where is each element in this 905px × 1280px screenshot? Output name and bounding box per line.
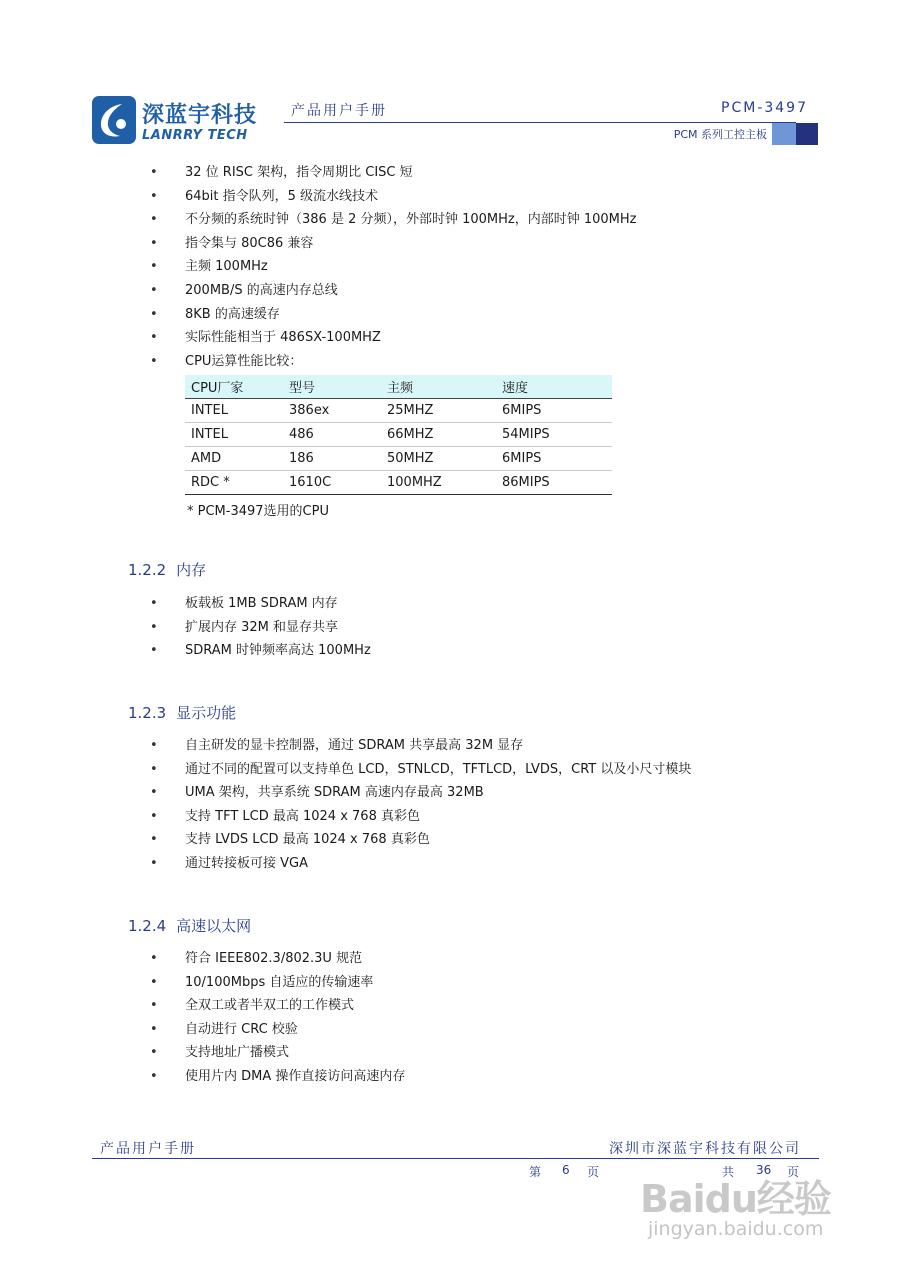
section-number: 1.2.2 xyxy=(128,561,167,579)
page-suffix: 页 xyxy=(587,1165,600,1179)
table-row xyxy=(185,471,612,495)
table-cell: 186 xyxy=(283,447,381,471)
bullet-icon: • xyxy=(150,974,158,990)
section-number: 1.2.3 xyxy=(128,704,167,722)
table-cell: RDC * xyxy=(185,471,283,495)
bullet-icon: • xyxy=(150,212,158,228)
header-accent-dark xyxy=(796,123,818,145)
table-cell: 6MIPS xyxy=(496,447,612,471)
logo-text-cn: 深蓝宇科技 xyxy=(142,103,258,128)
table-cell: 66MHZ xyxy=(381,423,496,447)
header-subtitle: PCM 系列工控主板 xyxy=(673,128,767,141)
bullet-icon: • xyxy=(150,596,158,611)
logo-text-en: LANRRY TECH xyxy=(142,128,248,143)
table-cell: INTEL xyxy=(185,399,283,423)
section-title: 显示功能 xyxy=(176,704,237,722)
table-cell: 54MIPS xyxy=(496,423,612,447)
list-item: • 扩展内存 32M 和显存共享 xyxy=(150,619,339,635)
table-cell: 100MHZ xyxy=(381,471,496,495)
watermark-logo: Baidu经验 xyxy=(640,1177,831,1221)
list-item: • 200MB/S 的高速内存总线 xyxy=(150,282,338,298)
list-item: • 使用片内 DMA 操作直接访问高速内存 xyxy=(150,1068,406,1084)
list-item: • 指令集与 80C86 兼容 xyxy=(150,235,314,251)
bullet-icon: • xyxy=(150,808,158,824)
footer-company: 深圳市深蓝宇科技有限公司 xyxy=(609,1141,801,1157)
page-prefix: 第 xyxy=(529,1165,542,1179)
list-item: • 64bit 指令队列，5 级流水线技术 xyxy=(150,188,379,204)
bullet-icon: • xyxy=(150,235,158,251)
list-item: • 8KB 的高速缓存 xyxy=(150,306,280,322)
page-number: 6 xyxy=(562,1163,570,1177)
bullet-icon: • xyxy=(150,306,158,322)
list-item: • 支持地址广播模式 xyxy=(150,1045,290,1061)
bullet-icon: • xyxy=(150,282,158,298)
list-item: • 支持 LVDS LCD 最高 1024 x 768 真彩色 xyxy=(150,832,430,848)
section-title: 内存 xyxy=(176,561,207,579)
list-item: • CPU运算性能比较： xyxy=(150,353,303,369)
section-number: 1.2.4 xyxy=(128,917,167,935)
header-accent-light xyxy=(772,123,796,145)
logo-icon xyxy=(92,96,136,144)
bullet-icon: • xyxy=(150,761,158,777)
list-item: • 实际性能相当于 486SX-100MHZ xyxy=(150,330,381,346)
bullet-icon: • xyxy=(150,330,158,346)
memory-feature-list xyxy=(150,595,790,666)
table-header-cell: 主频 xyxy=(381,375,496,399)
bullet-icon: • xyxy=(150,951,158,966)
list-item: • 符合 IEEE802.3/802.3U 规范 xyxy=(150,951,363,966)
table-cell: AMD xyxy=(185,447,283,471)
bullet-icon: • xyxy=(150,738,158,753)
bullet-icon: • xyxy=(150,643,158,659)
section-heading xyxy=(128,559,206,580)
table-header-row xyxy=(185,375,612,399)
bullet-icon: • xyxy=(150,785,158,801)
table-cell: 86MIPS xyxy=(496,471,612,495)
bullet-icon: • xyxy=(150,353,158,369)
total-pages: 36 xyxy=(756,1163,772,1177)
table-header-cell: 型号 xyxy=(283,375,381,399)
list-item: • 10/100Mbps 自适应的传输速率 xyxy=(150,974,374,990)
header-model: PCM-3497 xyxy=(721,100,808,116)
list-item: • 支持 TFT LCD 最高 1024 x 768 真彩色 xyxy=(150,808,420,824)
table-header-cell: 速度 xyxy=(496,375,612,399)
table-note: * PCM-3497选用的CPU xyxy=(187,504,329,519)
list-item: • 自动进行 CRC 校验 xyxy=(150,1021,298,1037)
list-item: • UMA 架构，共享系统 SDRAM 高速内存最高 32MB xyxy=(150,785,484,801)
table-cell: 1610C xyxy=(283,471,381,495)
table-cell: 6MIPS xyxy=(496,399,612,423)
table-row xyxy=(185,447,612,471)
list-item: • 不分频的系统时钟（386 是 2 分频），外部时钟 100MHz，内部时钟 100MHz xyxy=(150,212,637,228)
list-item: • 自主研发的显卡控制器，通过 SDRAM 共享最高 32M 显存 xyxy=(150,738,524,753)
bullet-icon: • xyxy=(150,1021,158,1037)
total-prefix: 共 xyxy=(722,1165,735,1179)
list-item: • 32 位 RISC 架构，指令周期比 CISC 短 xyxy=(150,165,413,180)
table-cell: 25MHZ xyxy=(381,399,496,423)
bullet-icon: • xyxy=(150,998,158,1014)
footer-title: 产品用户手册 xyxy=(100,1141,196,1157)
section-title: 高速以太网 xyxy=(176,917,252,935)
list-item: • 通过转接板可接 VGA xyxy=(150,855,308,871)
table-cell: INTEL xyxy=(185,423,283,447)
table-row xyxy=(185,423,612,447)
list-item: • SDRAM 时钟频率高达 100MHz xyxy=(150,643,371,659)
list-item: • 主频 100MHz xyxy=(150,259,268,275)
list-item: • 全双工或者半双工的工作模式 xyxy=(150,998,355,1014)
bullet-icon: • xyxy=(150,259,158,275)
header-divider xyxy=(284,122,796,123)
bullet-icon: • xyxy=(150,188,158,204)
total-suffix: 页 xyxy=(787,1165,800,1179)
section-heading xyxy=(128,702,236,723)
cpu-feature-list xyxy=(150,164,790,376)
table-header-cell: CPU厂家 xyxy=(185,375,283,399)
bullet-icon: • xyxy=(150,1068,158,1084)
bullet-icon: • xyxy=(150,1045,158,1061)
footer-divider xyxy=(92,1158,819,1159)
list-item: • 板载板 1MB SDRAM 内存 xyxy=(150,596,338,611)
table-row xyxy=(185,399,612,423)
section-heading xyxy=(128,915,251,936)
table-cell: 50MHZ xyxy=(381,447,496,471)
ethernet-feature-list xyxy=(150,950,790,1092)
bullet-icon: • xyxy=(150,619,158,635)
display-feature-list xyxy=(150,737,790,879)
bullet-icon: • xyxy=(150,832,158,848)
watermark-url: jingyan.baidu.com xyxy=(648,1218,824,1240)
list-item: • 通过不同的配置可以支持单色 LCD，STNLCD，TFTLCD，LVDS，CRT 以及小尺寸模块 xyxy=(150,761,692,777)
bullet-icon: • xyxy=(150,855,158,871)
header-title: 产品用户手册 xyxy=(291,103,387,119)
cpu-comparison-table xyxy=(185,375,612,495)
bullet-icon: • xyxy=(150,165,158,180)
table-cell: 486 xyxy=(283,423,381,447)
table-cell: 386ex xyxy=(283,399,381,423)
